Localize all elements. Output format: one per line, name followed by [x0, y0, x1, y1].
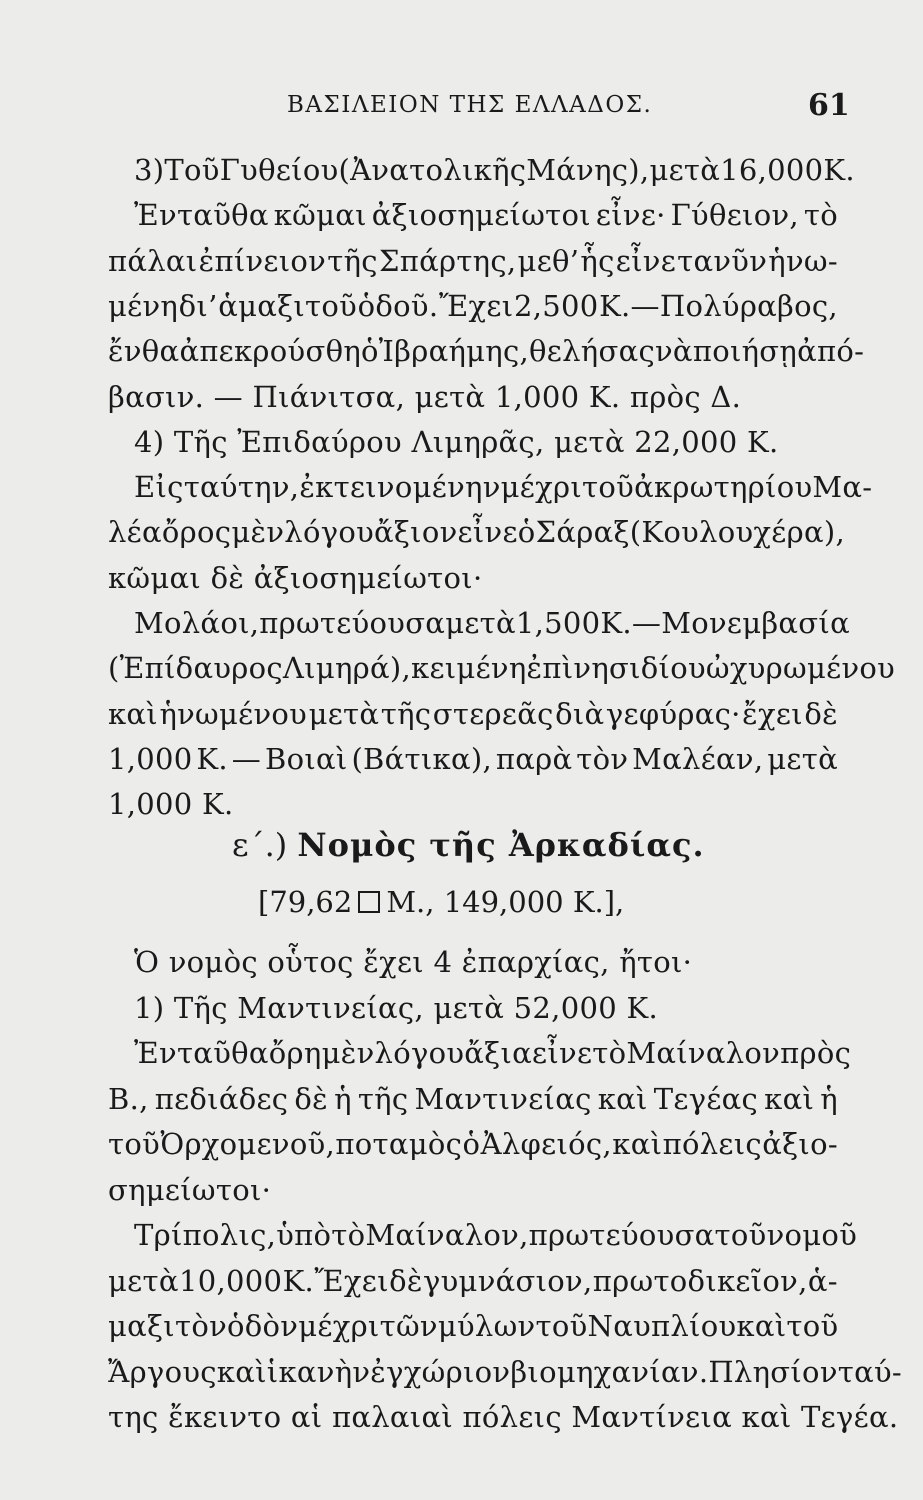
text-line: τοῦ Ὀρχομενοῦ, ποταμὸς ὁ Ἀλφειός, καὶ πόλεις ἀξιο-	[108, 1127, 838, 1161]
text-line: Εἰς ταύτην, ἐκτεινομένην μέχρι τοῦ ἀκρωτηρίου Μα-	[134, 470, 873, 505]
text-line: καὶ ἡνωμένου μετὰ τῆς στερεᾶς διὰ γεφύρας· ἔχει δὲ	[108, 696, 838, 731]
population-value: Μ., 149,000 Κ.],	[386, 885, 625, 919]
page-number: 61	[808, 88, 850, 123]
section-title: Νομὸς τῆς Ἀρκαδίας.	[297, 826, 705, 864]
text-line: της ἔκειντο αἱ παλαιαὶ πόλεις Μαντίνεια καὶ Τεγέα.	[108, 1400, 899, 1434]
text-line: σημείωτοι·	[108, 1172, 272, 1207]
text-line: (Ἐπίδαυρος Λιμηρά), κειμένη ἐπὶ νησιδίου ὠχυρωμένου	[108, 651, 896, 686]
text-line: μετὰ 10,000 Κ. Ἔχει δὲ γυμνάσιον, πρωτοδικεῖον, ἁ-	[108, 1263, 838, 1298]
text-line: 1,000 Κ.	[108, 787, 234, 822]
section-number: ε΄.)	[232, 826, 288, 864]
text-line: Ἄργους καὶ ἱκανὴν ἐγχώριον βιομηχανίαν. Πλησίον ταύ-	[108, 1354, 903, 1389]
text-line: Ὁ νομὸς οὗτος ἔχει 4 ἐπαρχίας, ἤτοι·	[134, 945, 693, 979]
text-line: 4) Τῆς Ἐπιδαύρου Λιμηρᾶς, μετὰ 22,000 Κ.	[134, 424, 779, 459]
text-line: Μολάοι, πρωτεύουσα μετὰ 1,500 Κ.—Μονεμβασία	[134, 606, 850, 640]
text-line: μένη δι’ ἁμαξιτοῦ ὁδοῦ. Ἔχει 2,500 Κ.—Πολύραβος,	[108, 288, 838, 323]
text-line: βασιν. — Πιάνιτσα, μετὰ 1,000 Κ. πρὸς Δ.	[108, 379, 742, 414]
section-stats	[258, 885, 624, 919]
text-line: λέα ὄρος μὲν λόγου ἄξιον εἶνε ὁ Σάραξ (Κουλουχέρα),	[108, 515, 845, 550]
text-line: πάλαι ἐπίνειον τῆς Σπάρτης, μεθ’ ἧς εἶνε τανῦν ἡνω-	[108, 243, 838, 278]
section-heading	[232, 826, 705, 864]
running-header: ΒΑΣΙΛΕΙΟΝ ΤΗΣ ΕΛΛΑΔΟΣ.	[287, 92, 653, 118]
text-line: κῶμαι δὲ ἀξιοσημείωτοι·	[108, 560, 483, 595]
text-line: 1,000 Κ. — Βοιαὶ (Βάτικα), παρὰ τὸν Μαλέαν, μετὰ	[108, 741, 838, 776]
text-line: Β., πεδιάδες δὲ ἡ τῆς Μαντινείας καὶ Τεγέας καὶ ἡ	[108, 1081, 838, 1116]
text-line: Ἐνταῦθα κῶμαι ἀξιοσημείωτοι εἶνε· Γύθειον, τὸ	[134, 198, 838, 233]
text-line: 3) Τοῦ Γυθείου (Ἀνατολικῆς Μάνης), μετὰ 16,000 Κ.	[134, 153, 855, 187]
text-line: Τρίπολις, ὑπὸ τὸ Μαίναλον, πρωτεύουσα τοῦ νομοῦ	[134, 1218, 858, 1252]
text-line: ἔνθα ἀπεκρούσθη ὁ Ἰβραήμης, θελήσας νὰ ποιήσῃ ἀπό-	[108, 334, 865, 369]
text-line: Ἐνταῦθα ὄρη μὲν λόγου ἄξια εἶνε τὸ Μαίναλον πρὸς	[134, 1036, 852, 1070]
area-value: [79,62	[258, 885, 353, 919]
text-line: 1) Τῆς Μαντινείας, μετὰ 52,000 Κ.	[134, 990, 658, 1025]
text-line: μαξιτὸν ὁδὸν μέχρι τῶν μύλων τοῦ Ναυπλίου καὶ τοῦ	[108, 1309, 839, 1343]
square-symbol-icon	[358, 891, 380, 913]
